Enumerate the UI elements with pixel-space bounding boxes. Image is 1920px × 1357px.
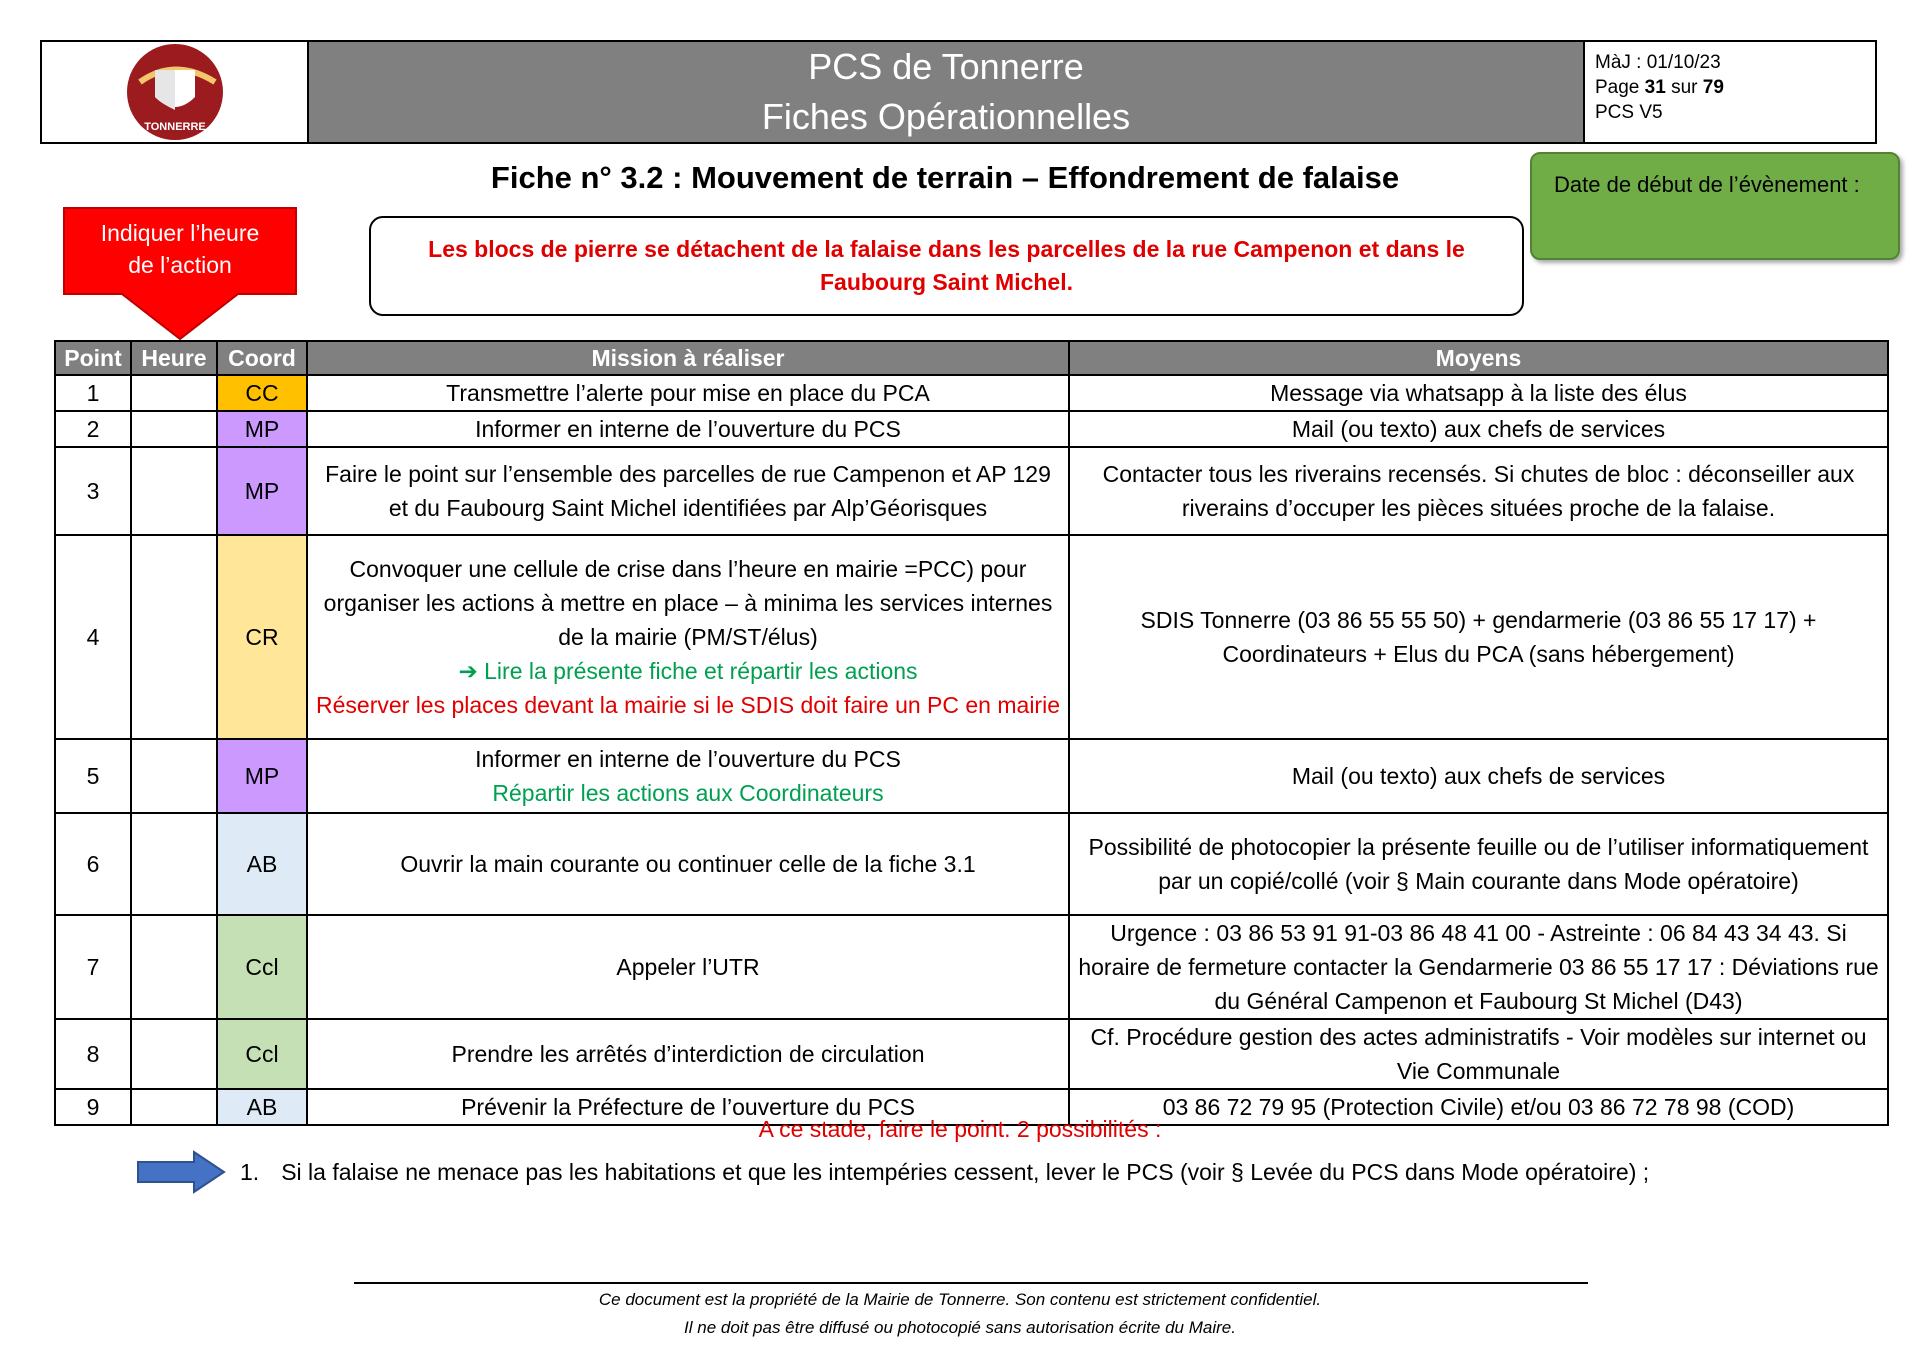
point-cell: 7: [55, 915, 131, 1019]
point-cell: 8: [55, 1019, 131, 1089]
coord-cell: Ccl: [217, 915, 307, 1019]
table-row: [55, 447, 1888, 535]
col-header-heure: Heure: [131, 341, 217, 375]
coord-cell: AB: [217, 1089, 307, 1125]
point-cell: 4: [55, 535, 131, 739]
mission-green-text: ➔ Lire la présente fiche et répartir les actions: [458, 658, 918, 684]
coord-cell: MP: [217, 739, 307, 813]
coord-cell: MP: [217, 447, 307, 535]
moyens-cell: Message via whatsapp à la liste des élus: [1069, 375, 1888, 411]
header-title-line1: PCS de Tonnerre: [808, 46, 1084, 87]
table-row: [55, 915, 1888, 1019]
moyens-cell: Urgence : 03 86 53 91 91-03 86 48 41 00 - Astreinte : 06 84 43 34 43. Si horaire de fermeture contacter la Gendarmerie 03 86 55 17 17 : Déviations rue du Général Campenon et Faubourg St Michel (D43): [1069, 915, 1888, 1019]
header-title: [309, 42, 1585, 142]
version: PCS V5: [1595, 102, 1663, 123]
mission-cell: Ouvrir la main courante ou continuer celle de la fiche 3.1: [307, 813, 1069, 915]
footer-line1: Ce document est la propriété de la Mairie de Tonnerre. Son contenu est strictement confidentiel.: [598, 1290, 1322, 1309]
mission-text: Convoquer une cellule de crise dans l’heure en mairie =PCC) pour organiser les actions à mettre en place – à minima les services internes de la mairie (PM/ST/élus): [323, 556, 1053, 650]
heure-cell[interactable]: [131, 411, 217, 447]
col-header-moyens: Moyens: [1069, 341, 1888, 375]
heure-cell[interactable]: [131, 915, 217, 1019]
heure-cell[interactable]: [131, 739, 217, 813]
heure-cell[interactable]: [131, 535, 217, 739]
point-cell: 5: [55, 739, 131, 813]
mission-cell: Transmettre l’alerte pour mise en place du PCA: [307, 375, 1069, 411]
right-arrow-icon: ➔: [458, 658, 485, 684]
header-title-line2: Fiches Opérationnelles: [761, 96, 1131, 137]
moyens-cell: Mail (ou texto) aux chefs de services: [1069, 411, 1888, 447]
coord-cell: CC: [217, 375, 307, 411]
footer: [0, 1286, 1920, 1342]
mission-cell: Prévenir la Préfecture de l’ouverture du PCS: [307, 1089, 1069, 1125]
moyens-cell: Contacter tous les riverains recensés. Si chutes de bloc : déconseiller aux riverains d’occuper les pièces situées proche de la falaise.: [1069, 447, 1888, 535]
moyens-cell: Cf. Procédure gestion des actes administratifs - Voir modèles sur internet ou Vie Communale: [1069, 1019, 1888, 1089]
heure-cell[interactable]: [131, 813, 217, 915]
table-row: [55, 1019, 1888, 1089]
point-cell: 9: [55, 1089, 131, 1125]
tonnerre-logo: [120, 42, 230, 142]
point-cell: 3: [55, 447, 131, 535]
table-row: [55, 411, 1888, 447]
page-number: Page 31 sur 79: [1595, 77, 1724, 98]
col-header-coord: Coord: [217, 341, 307, 375]
operations-table: [54, 340, 1889, 1126]
col-header-mission: Mission à réaliser: [307, 341, 1069, 375]
fiche-title: Fiche n° 3.2 : Mouvement de terrain – Effondrement de falaise: [490, 160, 1400, 195]
scenario-box: Les blocs de pierre se détachent de la falaise dans les parcelles de la rue Campenon et dans le Faubourg Saint Michel.: [369, 216, 1524, 316]
point-cell: 2: [55, 411, 131, 447]
mission-red-text: Réserver les places devant la mairie si le SDIS doit faire un PC en mairie: [316, 692, 1060, 718]
logo-cell: [42, 42, 309, 142]
coord-cell: AB: [217, 813, 307, 915]
mission-green-text: Répartir les actions aux Coordinateurs: [492, 780, 884, 806]
heure-cell[interactable]: [131, 375, 217, 411]
moyens-cell: 03 86 72 79 95 (Protection Civile) et/ou 03 86 72 78 98 (COD): [1069, 1089, 1888, 1125]
table-row: [55, 375, 1888, 411]
arrow-note-line2: de l’action: [128, 252, 232, 278]
mission-cell: [307, 535, 1069, 739]
point-cell: 6: [55, 813, 131, 915]
right-arrow-icon: [136, 1150, 226, 1194]
table-row: [55, 535, 1888, 739]
table-row: [55, 739, 1888, 813]
heure-cell[interactable]: [131, 1019, 217, 1089]
mission-cell: Faire le point sur l’ensemble des parcelles de rue Campenon et AP 129 et du Faubourg Saint Michel identifiées par Alp’Géorisques: [307, 447, 1069, 535]
update-date: MàJ : 01/10/23: [1595, 52, 1721, 73]
moyens-cell: Mail (ou texto) aux chefs de services: [1069, 739, 1888, 813]
decision-note: A ce stade, faire le point. 2 possibilités :: [758, 1116, 1162, 1142]
header-meta: [1585, 42, 1875, 142]
heure-cell[interactable]: [131, 447, 217, 535]
option-number: 1.: [240, 1158, 260, 1185]
coord-cell: CR: [217, 535, 307, 739]
footer-line2: Il ne doit pas être diffusé ou photocopié sans autorisation écrite du Maire.: [684, 1318, 1236, 1337]
mission-text: Informer en interne de l’ouverture du PCS: [475, 746, 901, 772]
footer-divider: [354, 1282, 1588, 1284]
option-item-1: [136, 1150, 1649, 1194]
mission-cell: Prendre les arrêtés d’interdiction de circulation: [307, 1019, 1069, 1089]
table-header-row: [55, 341, 1888, 375]
mission-cell: Appeler l’UTR: [307, 915, 1069, 1019]
event-start-date-box: Date de début de l’évènement :: [1530, 152, 1900, 260]
mission-cell: Informer en interne de l’ouverture du PCS: [307, 411, 1069, 447]
point-cell: 1: [55, 375, 131, 411]
mission-cell: [307, 739, 1069, 813]
moyens-cell: SDIS Tonnerre (03 86 55 55 50) + gendarmerie (03 86 55 17 17) + Coordinateurs + Elus du PCA (sans hébergement): [1069, 535, 1888, 739]
down-arrow-icon: [60, 206, 300, 341]
time-arrow-note: [60, 206, 300, 341]
col-header-point: Point: [55, 341, 131, 375]
table-row: [55, 813, 1888, 915]
coord-cell: MP: [217, 411, 307, 447]
arrow-note-line1: Indiquer l’heure: [100, 220, 260, 246]
logo-text: TONNERRE: [143, 121, 206, 133]
page-header: [40, 40, 1877, 144]
moyens-cell: Possibilité de photocopier la présente feuille ou de l’utiliser informatiquement par un copié/collé (voir § Main courante dans Mode opératoire): [1069, 813, 1888, 915]
option-text: Si la falaise ne menace pas les habitations et que les intempéries cessent, lever le PCS (voir § Levée du PCS dans Mode opératoire) ;: [281, 1158, 1650, 1185]
coord-cell: Ccl: [217, 1019, 307, 1089]
